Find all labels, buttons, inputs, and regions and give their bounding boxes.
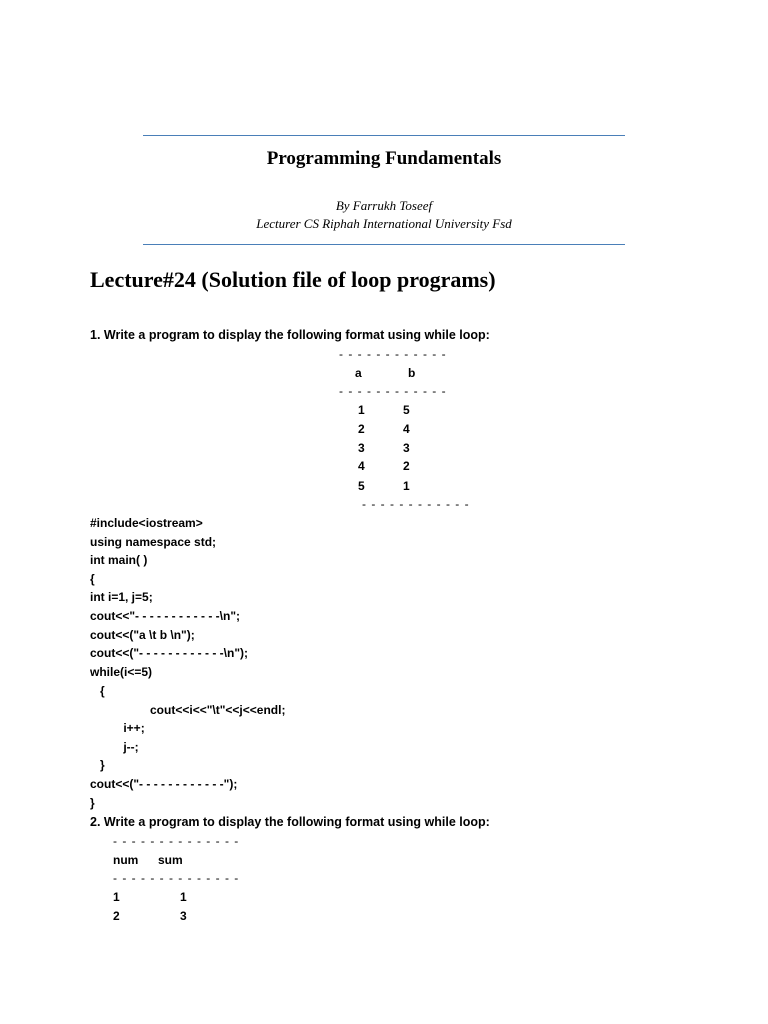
code-line: j--;: [90, 740, 139, 754]
code-line: {: [90, 572, 95, 586]
code-line: {: [90, 684, 105, 698]
q1-cell: 4: [358, 459, 365, 473]
code-line: cout<<("- - - - - - - - - - - -\n");: [90, 646, 249, 660]
code-line: cout<<i<<"\t"<<j<<endl;: [90, 703, 286, 717]
q1-header-a: a: [355, 366, 362, 380]
q1-cell: 3: [358, 441, 365, 455]
q1-dash-bottom: - - - - - - - - - - - -: [362, 497, 470, 511]
q2-cell: 2: [113, 909, 120, 923]
doc-title: Programming Fundamentals: [266, 148, 502, 169]
code-line: using namespace std;: [90, 535, 217, 549]
q2-cell: 1: [180, 890, 187, 904]
code-line: i++;: [90, 721, 145, 735]
q2-header-num: num: [113, 853, 139, 867]
q1-cell: 5: [403, 403, 410, 417]
q1-header-b: b: [408, 366, 416, 380]
code-line: while(i<=5): [90, 665, 153, 679]
q1-cell: 3: [403, 441, 410, 455]
q2-cell: 1: [113, 890, 120, 904]
top-rule: [143, 135, 625, 136]
q2-header-sum: sum: [158, 853, 183, 867]
q1-cell: 4: [403, 422, 410, 436]
q1-cell: 1: [358, 403, 365, 417]
q2-cell: 3: [180, 909, 187, 923]
code-line: cout<<"- - - - - - - - - - - -\n";: [90, 609, 241, 623]
q1-cell: 2: [358, 422, 365, 436]
code-line: int main( ): [90, 553, 148, 567]
question-2: 2. Write a program to display the following format using while loop:: [90, 815, 490, 829]
code-line: cout<<("a \t b \n");: [90, 628, 195, 642]
q2-dash-top: - - - - - - - - - - - - - -: [113, 834, 240, 848]
question-1: 1. Write a program to display the following format using while loop:: [90, 328, 490, 342]
author-line: By Farrukh Toseef: [335, 198, 433, 213]
affiliation-line: Lecturer CS Riphah International University Fsd: [256, 216, 512, 231]
q1-cell: 5: [358, 479, 365, 493]
bottom-rule: [143, 244, 625, 245]
lecture-heading: Lecture#24 (Solution file of loop programs): [90, 267, 496, 292]
code-line: cout<<("- - - - - - - - - - - -");: [90, 777, 238, 791]
code-line: int i=1, j=5;: [90, 590, 153, 604]
code-line: }: [90, 796, 95, 810]
code-line: }: [90, 758, 105, 772]
q1-cell: 2: [403, 459, 410, 473]
q1-dash-top: - - - - - - - - - - - -: [339, 347, 447, 361]
q1-cell: 1: [403, 479, 410, 493]
q2-dash-mid: - - - - - - - - - - - - - -: [113, 871, 240, 885]
code-line: #include<iostream>: [90, 516, 203, 530]
q1-dash-mid: - - - - - - - - - - - -: [339, 384, 447, 398]
